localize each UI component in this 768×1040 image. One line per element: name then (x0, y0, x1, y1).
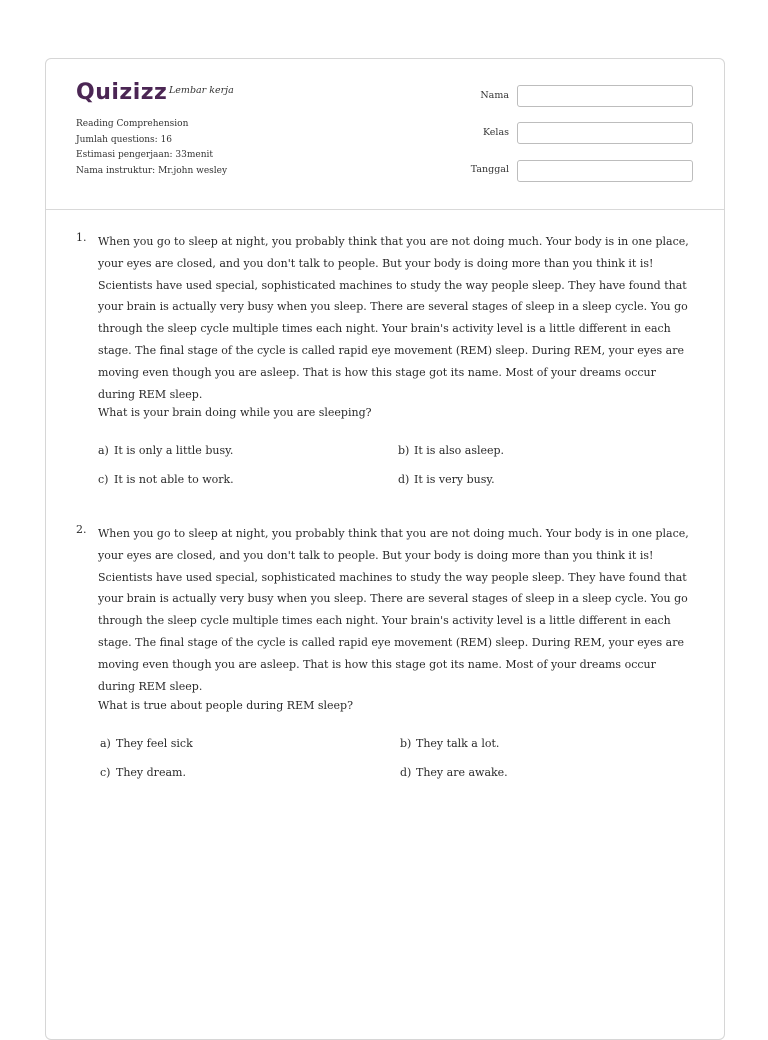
option-b[interactable] (400, 737, 499, 750)
option-c[interactable] (98, 473, 234, 486)
worksheet-meta (76, 117, 227, 179)
option-c[interactable] (100, 766, 186, 779)
worksheet (45, 58, 725, 1040)
option-letter: a) (98, 444, 109, 457)
option-letter: b) (398, 444, 410, 457)
option-b[interactable] (398, 444, 504, 457)
option-text: They talk a lot. (416, 737, 500, 750)
meta-estimated-time: Estimasi pengerjaan: 33menit (76, 150, 214, 160)
question-prompt: What is true about people during REM sleep? (98, 699, 353, 712)
question-number: 2. (76, 523, 87, 536)
option-letter: c) (100, 766, 111, 779)
option-text: It is not able to work. (114, 473, 234, 486)
option-d[interactable] (400, 766, 508, 779)
worksheet-header (46, 59, 724, 210)
name-field[interactable] (517, 85, 693, 107)
question-passage: When you go to sleep at night, you probably think that you are not doing much. Your body is in one place, your eyes are closed, and you don't talk to people. But your body is doing more than you think it is! Scientists have used special, sophisticated machines to study the way people sleep. They have found that your brain is actually very busy when you sleep. There are several stages of sleep in a sleep cycle. You go through the sleep cycle multiple times each night. Your brain's activity level is a little different in each stage. The final stage of the cycle is called rapid eye movement (REM) sleep. During REM, your eyes are moving even though you are asleep. That is how this stage got its name. Most of your dreams occur during REM sleep. (98, 235, 689, 401)
option-letter: c) (98, 473, 109, 486)
class-field[interactable] (517, 122, 693, 144)
meta-question-count: Jumlah questions: 16 (76, 134, 173, 145)
date-field[interactable] (517, 160, 693, 182)
option-text: It is very busy. (414, 473, 495, 486)
option-text: It is also asleep. (414, 444, 505, 457)
date-label: Tanggal (470, 164, 509, 175)
option-a[interactable] (100, 737, 193, 750)
name-label: Nama (480, 90, 509, 101)
option-text: They dream. (116, 766, 186, 779)
question-prompt: What is your brain doing while you are sleeping? (98, 406, 372, 419)
class-label: Kelas (482, 127, 509, 138)
option-text: They are awake. (416, 766, 508, 779)
question-passage: When you go to sleep at night, you probably think that you are not doing much. Your body is in one place, your eyes are closed, and you don't talk to people. But your body is doing more than you think it is! Scientists have used special, sophisticated machines to study the way people sleep. They have found that your brain is actually very busy when you sleep. There are several stages of sleep in a sleep cycle. You go through the sleep cycle multiple times each night. Your brain's activity level is a little different in each stage. The final stage of the cycle is called rapid eye movement (REM) sleep. During REM, your eyes are moving even though you are asleep. That is how this stage got its name. Most of your dreams occur during REM sleep. (98, 527, 689, 693)
option-text: They feel sick (116, 737, 193, 750)
option-letter: d) (400, 766, 412, 779)
meta-topic: Reading Comprehension (76, 119, 189, 129)
option-text: It is only a little busy. (114, 444, 234, 457)
option-letter: d) (398, 473, 410, 486)
option-letter: a) (100, 737, 111, 750)
question-number: 1. (76, 231, 87, 244)
meta-instructor: Nama instruktur: Mr.john wesley (76, 165, 228, 176)
option-letter: b) (400, 737, 412, 750)
option-d[interactable] (398, 473, 495, 486)
option-a[interactable] (98, 444, 233, 457)
worksheet-subtitle: Lembar kerja (169, 85, 234, 96)
quizizz-logo: Quizizz (76, 80, 168, 105)
